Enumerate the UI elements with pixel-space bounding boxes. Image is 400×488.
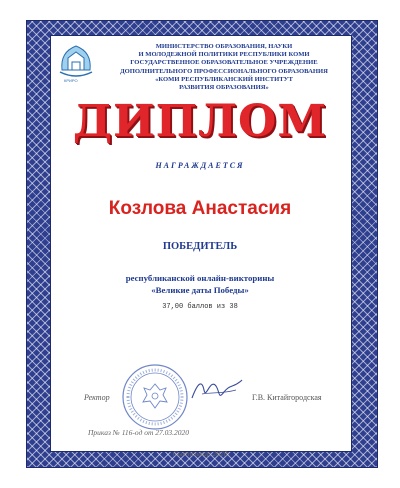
- rector-signature: [188, 372, 246, 406]
- header-line: «КОМИ РЕСПУБЛИКАНСКИЙ ИНСТИТУТ: [155, 75, 293, 83]
- rector-name: Г.В. Китайгородская: [252, 393, 322, 402]
- institute-logo: [56, 40, 96, 82]
- recipient-name: Козлова Анастасия: [108, 198, 292, 219]
- organization-header: [104, 43, 344, 92]
- logo-text: КРИРО: [64, 78, 78, 83]
- event-description: [60, 272, 340, 296]
- score-text: 37,00 баллов из 38: [162, 303, 238, 311]
- awarded-label: НАГРАЖДАЕТСЯ: [155, 161, 245, 170]
- event-title: «Великие даты Победы»: [151, 285, 249, 295]
- diploma-title: ДИПЛОМ: [72, 96, 328, 147]
- official-seal: [120, 362, 190, 432]
- order-number: Приказ № 116-од от 27.03.2020: [88, 428, 190, 437]
- event-line: республиканской онлайн-викторины: [125, 273, 275, 283]
- header-line: ГОСУДАРСТВЕННОЕ ОБРАЗОВАТЕЛЬНОЕ УЧРЕЖДЕНИЕ: [130, 59, 318, 67]
- place-label: ПОБЕДИТЕЛЬ: [162, 241, 238, 252]
- header-line: РАЗВИТИЯ ОБРАЗОВАНИЯ»: [179, 84, 269, 92]
- header-line: И МОЛОДЕЖНОЙ ПОЛИТИКИ РЕСПУБЛИКИ КОМИ: [138, 51, 310, 59]
- rector-label: Ректор: [84, 393, 110, 402]
- city-year: Сыктывкар 2020: [172, 449, 228, 458]
- header-line: ДОПОЛНИТЕЛЬНОГО ПРОФЕССИОНАЛЬНОГО ОБРАЗОВАНИЯ: [120, 67, 328, 75]
- header-line: МИНИСТЕРСТВО ОБРАЗОВАНИЯ, НАУКИ: [155, 43, 293, 50]
